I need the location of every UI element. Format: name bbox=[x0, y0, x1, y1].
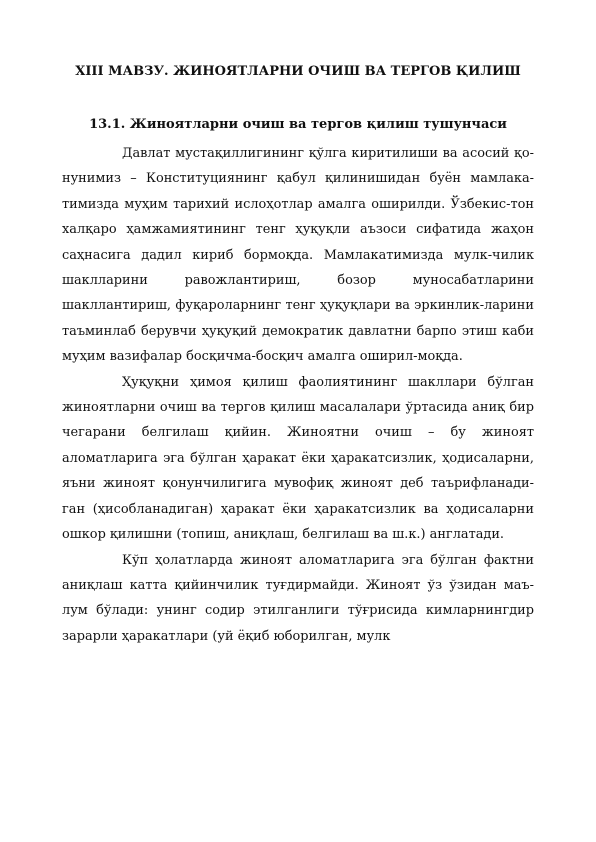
paragraph-3: Кўп ҳолатларда жиноят аломатларига эга бўлган фактни аниқлаш катта қийинчилик туғдирмайди. Жиноят ўз ўзидан маъ-лум бўлади: унинг содир этилганлиги тўғрисида кимларнингдир зарарли ҳаракатлари (уй ёқиб юборилган, мулк bbox=[62, 552, 534, 644]
body-text bbox=[62, 141, 534, 649]
paragraph-2: Ҳуқуқни ҳимоя қилиш фаолиятининг шакллари бўлган жиноятларни очиш ва тергов қилиш масалалари ўртасида аниқ бир чегарани белгилаш қийин. Жиноятни очиш – бу жиноят аломатларига эга бўлган ҳаракат ёки ҳаракатсизлик, ҳодисаларни, яъни жиноят қонунчилигига мувофиқ жиноят деб таърифланади-ган (ҳисобланадиган) ҳаракат ёки ҳаракатсизлик ва ҳодисаларни ошкор қилишни (топиш, аниқлаш, белгилаш ва ш.к.) англатади. bbox=[62, 374, 534, 543]
section-title: 13.1. Жиноятларни очиш ва тергов қилиш тушунчаси bbox=[89, 117, 507, 132]
chapter-title: XIII МАВЗУ. ЖИНОЯТЛАРНИ ОЧИШ ВА ТЕРГОВ ҚИЛИШ bbox=[75, 64, 521, 79]
paragraph-1: Давлат мустақиллигининг қўлга киритилиши ва асосий қо-нунимиз – Конституциянинг қабул қилинишидан буён мамлака-тимизда муҳим тарихий ислоҳотлар амалга оширилди. Ўзбекис-тон халқаро ҳамжамиятининг тенг ҳуқуқли аъзоси сифатида жаҳон саҳнасига дадил кириб бормоқда. Мамлакатимизда мулк-чилик шаклларини равожлантириш, бозор муносабатларини шакллантириш, фуқароларнинг тенг ҳуқуқлари ва эркинлик-ларини таъминлаб берувчи ҳуқуқий демократик давлатни барпо этиш каби муҳим вазифалар босқичма-босқич амалга оширил-моқда. bbox=[62, 146, 534, 365]
